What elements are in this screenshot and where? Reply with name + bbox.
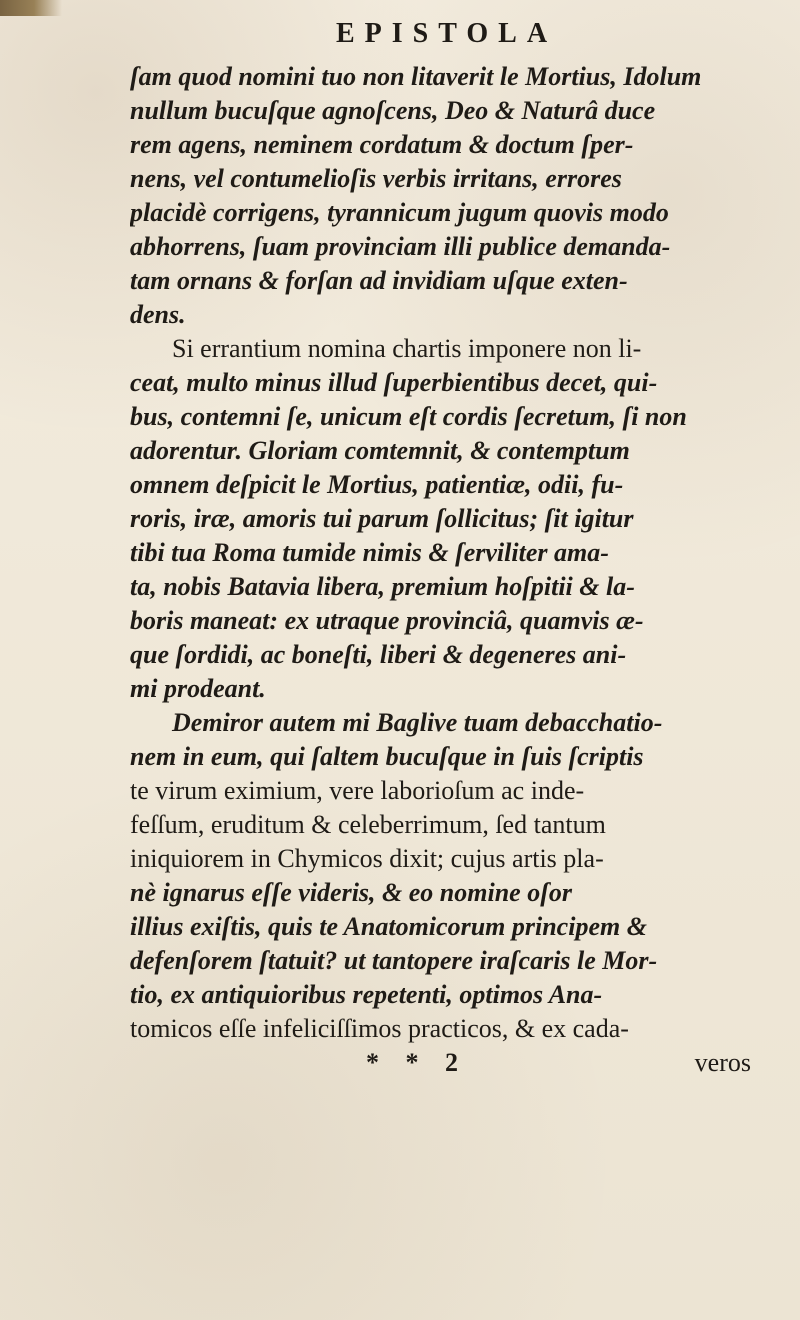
text-line: abhorrens, ſuam provinciam illi publice demanda- <box>130 232 671 261</box>
text-line: tomicos eſſe infeliciſſimos practicos, & ex cada- <box>130 1014 629 1043</box>
text-line: defenſorem ſtatuit? ut tantopere iraſcaris le Mor- <box>130 946 658 975</box>
page-content <box>130 18 755 1298</box>
text-line: mi prodeant. <box>130 674 266 703</box>
text-line: rem agens, neminem cordatum & doctum ſper- <box>130 130 634 159</box>
text-block <box>130 60 755 1046</box>
page-footer-line <box>130 1048 755 1082</box>
text-line: nens, vel contumelioſis verbis irritans, errores <box>130 164 622 193</box>
text-line: roris, iræ, amoris tui parum ſollicitus; ſit igitur <box>130 504 634 533</box>
scan-edge-mark <box>0 0 62 16</box>
text-line: placidè corrigens, tyrannicum jugum quovis modo <box>130 198 669 227</box>
text-line: que ſordidi, ac boneſti, liberi & degeneres ani- <box>130 640 627 669</box>
text-line: iniquiorem in Chymicos dixit; cujus artis pla- <box>130 844 604 873</box>
text-line: ta, nobis Batavia libera, premium hoſpitii & la- <box>130 572 635 601</box>
running-head: EPISTOLA <box>335 18 558 49</box>
catchword: veros <box>694 1048 751 1077</box>
text-line: Demiror autem mi Baglive tuam debacchatio- <box>172 708 663 737</box>
text-line: nem in eum, qui ſaltem bucuſque in ſuis ſcriptis <box>130 742 644 771</box>
text-line: omnem deſpicit le Mortius, patientiæ, odii, fu- <box>130 470 624 499</box>
text-line: feſſum, eruditum & celeberrimum, ſed tantum <box>130 810 606 839</box>
text-line: dens. <box>130 300 186 329</box>
text-line: boris maneat: ex utraque provinciâ, quamvis æ- <box>130 606 644 635</box>
text-line: bus, contemni ſe, unicum eſt cordis ſecretum, ſi non <box>130 402 687 431</box>
text-line: illius exiſtis, quis te Anatomicorum principem & <box>130 912 647 941</box>
text-line: ceat, multo minus illud ſuperbientibus decet, qui- <box>130 368 658 397</box>
text-line: tam ornans & forſan ad invidiam uſque exten- <box>130 266 628 295</box>
text-line: nè ignarus eſſe videris, & eo nomine oſor <box>130 878 572 907</box>
text-line: adorentur. Gloriam comtemnit, & contemptum <box>130 436 630 465</box>
signature-mark: * * 2 <box>366 1048 468 1077</box>
text-line: ſam quod nomini tuo non litaverit le Mortius, Idolum <box>130 62 702 91</box>
text-line: tio, ex antiquioribus repetenti, optimos Ana- <box>130 980 603 1009</box>
text-line: tibi tua Roma tumide nimis & ſerviliter ama- <box>130 538 609 567</box>
text-line: te virum eximium, vere laborioſum ac inde- <box>130 776 585 805</box>
text-line: Si errantium nomina chartis imponere non li- <box>172 334 642 363</box>
text-line: nullum bucuſque agnoſcens, Deo & Naturâ duce <box>130 96 656 125</box>
